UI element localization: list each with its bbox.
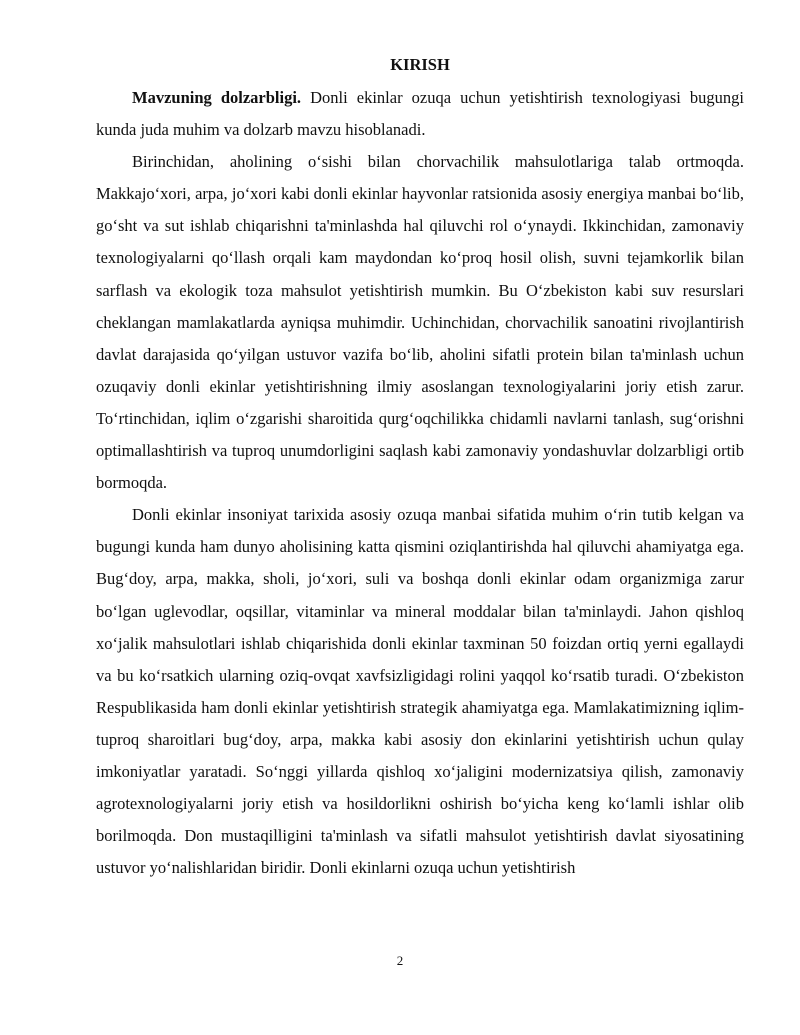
paragraph-reasons xyxy=(96,146,744,499)
section-title: KIRISH xyxy=(390,55,450,74)
paragraph-text: Birinchidan, aholining o‘sishi bilan chorvachilik mahsulotlariga talab ortmoqda. Makkajo‘xori, arpa, jo‘xori kabi donli ekinlar hayvonlar ratsionida asosiy energiya manbai bo‘lib, go‘sht va sut ishlab chiqarishni ta'minlashda hal qiluvchi rol o‘ynaydi. Ikkinchidan, zamonaviy texnologiyalarni qo‘llash orqali kam maydondan ko‘proq hosil olish, suvni tejamkorlik bilan sarflash va ekologik toza mahsulot yetishtirish mumkin. Bu O‘zbekiston kabi suv resurslari cheklangan mamlakatlarda ayniqsa muhimdir. Uchinchidan, chorvachilik sanoatini rivojlantirish davlat darajasida qo‘yilgan ustuvor vazifa bo‘lib, aholini sifatli protein bilan ta'minlash uchun ozuqaviy donli ekinlar yetishtirishning ilmiy asoslangan texnologiyalarini joriy etish zarur. To‘rtinchidan, iqlim o‘zgarishi sharoitida qurg‘oqchilikka chidamli navlarni tanlash, sug‘orishni optimallashtirish va tuproq unumdorligini saqlash kabi zamonaviy yondashuvlar dolzarbligi ortib bormoqda. xyxy=(96,152,744,493)
paragraph-relevance xyxy=(96,82,744,146)
paragraph-text: Donli ekinlar insoniyat tarixida asosiy ozuqa manbai sifatida muhim o‘rin tutib kelgan va bugungi kunda ham dunyo aholisining katta qismini oziqlantirishda hal qiluvchi ahamiyatga ega. Bug‘doy, arpa, makka, sholi, jo‘xori, suli va boshqa donli ekinlar odam organizmiga zarur bo‘lgan uglevodlar, oqsillar, vitaminlar va mineral moddalar bilan ta'minlaydi. Jahon qishloq xo‘jalik mahsulotlari ishlab chiqarishida donli ekinlar taxminan 50 foizdan ortiq yerni egallaydi va bu ko‘rsatkich ularning oziq-ovqat xavfsizligidagi rolini yaqqol ko‘rsatib turadi. O‘zbekiston Respublikasida ham donli ekinlar yetishtirish strategik ahamiyatga ega. Mamlakatimizning iqlim-tuproq sharoitlari bug‘doy, arpa, makka kabi asosiy don ekinlarini yetishtirish uchun qulay imkoniyatlar yaratadi. So‘nggi yillarda qishloq xo‘jaligini modernizatsiya qilish, zamonaviy agrotexnologiyalarni joriy etish va hosildorlikni oshirish bo‘yicha keng ko‘lamli ishlar olib borilmoqda. Don mustaqilligini ta'minlash va sifatli mahsulot yetishtirish davlat siyosatining ustuvor yo‘nalishlaridan biridir. Donli ekinlarni ozuqa uchun yetishtirish xyxy=(96,505,744,878)
paragraph-lead: Mavzuning dolzarbligi. xyxy=(132,88,302,107)
paragraph-text: Donli ekinlar ozuqa uchun yetishtirish texnologiyasi bugungi kunda juda muhim va dolzarb mavzu hisoblanadi. xyxy=(96,88,744,140)
paragraph-grain-crops xyxy=(96,499,744,884)
document-page xyxy=(96,54,744,884)
page-number: 2 xyxy=(396,953,404,968)
